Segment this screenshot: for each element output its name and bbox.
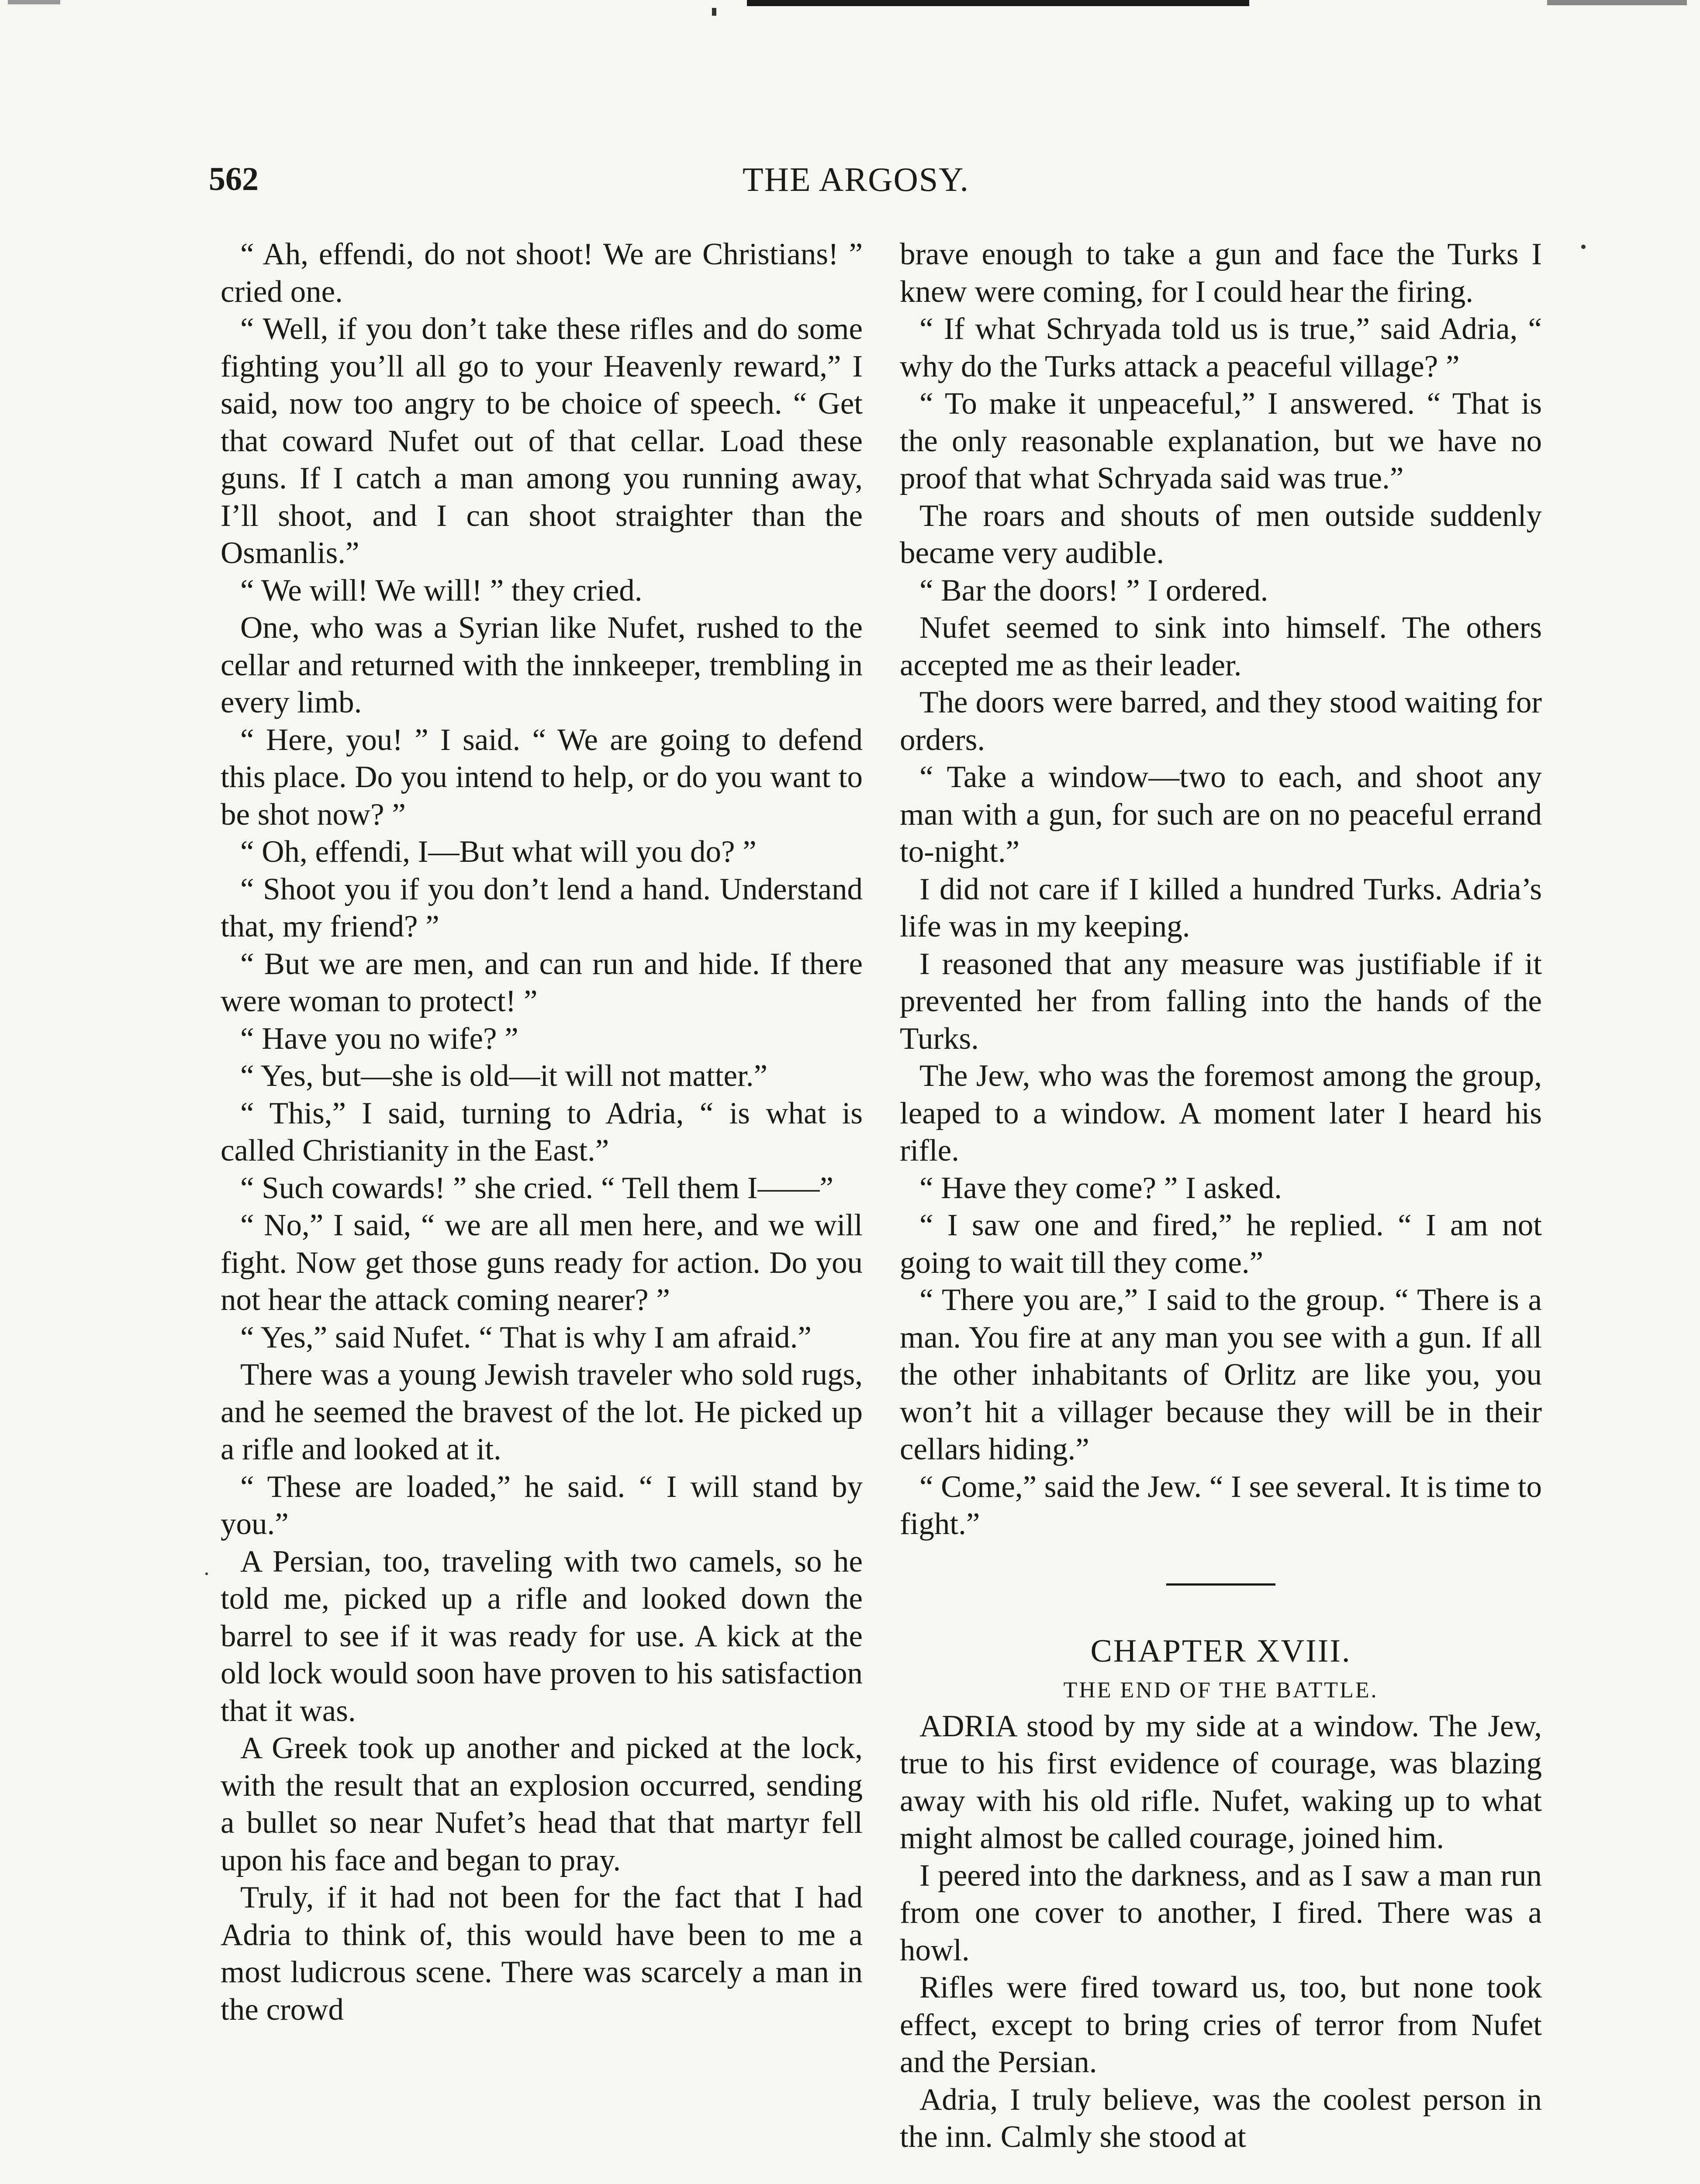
paragraph: “ Well, if you don’t take these rifles and do some fighting you’ll all go to your Heavenly reward,” I said, now too angry to be choice of speech. “ Get that coward Nufet out of that cellar. Load these guns. If I catch a man among you running away, I’ll shoot, and I can shoot straighter than the Osmanlis.” <box>221 312 863 570</box>
paragraph: A Persian, too, traveling with two camels, so he told me, picked up a rifle and looked down the barrel to see if it was ready for use. A kick at the old lock would soon have proven to his satisfaction that it was. <box>221 1544 863 1728</box>
page-number: 562 <box>209 161 259 197</box>
paragraph: ADRIA stood by my side at a window. The Jew, true to his first evidence of courage, was blazing away with his old rifle. Nufet, waking up to what might almost be called courage, joined him. <box>900 1709 1542 1855</box>
paragraph: “ Oh, effendi, I—But what will you do? ” <box>240 835 757 869</box>
paragraph: “ But we are men, and can run and hide. If there were woman to protect! ” <box>221 947 863 1018</box>
paragraph: “ Yes,” said Nufet. “ That is why I am afraid.” <box>240 1320 812 1355</box>
paragraph: “ There you are,” I said to the group. “ There is a man. You fire at any man you see with a gun. If all the other inhabitants of Orlitz are like you, you won’t hit a villager because they will be in their cellars hiding.” <box>900 1283 1542 1466</box>
chapter-subtitle: THE END OF THE BATTLE. <box>1063 1677 1379 1703</box>
paragraph: “ Ah, effendi, do not shoot! We are Christians! ” cried one. <box>221 237 863 309</box>
paragraph: I did not care if I killed a hundred Turks. Adria’s life was in my keeping. <box>900 872 1542 943</box>
paragraph: “ To make it unpeaceful,” I answered. “ That is the only reasonable explanation, but we have no proof that what Schryada said was true.” <box>900 387 1542 495</box>
paragraph: “ Such cowards! ” she cried. “ Tell them I——” <box>240 1171 834 1205</box>
paragraph: “ This,” I said, turning to Adria, “ is what is called Christianity in the East.” <box>221 1096 863 1168</box>
paragraph: “ Have you no wife? ” <box>240 1021 518 1056</box>
paragraph: “ No,” I said, “ we are all men here, and we will fight. Now get those guns ready for action. Do you not hear the attack coming nearer? ” <box>221 1208 863 1317</box>
running-title: THE ARGOSY. <box>743 160 969 198</box>
paragraph: The Jew, who was the foremost among the group, leaped to a window. A moment later I heard his rifle. <box>900 1059 1542 1168</box>
paragraph: One, who was a Syrian like Nufet, rushed to the cellar and returned with the innkeeper, trembling in every limb. <box>221 611 863 719</box>
margin-speck <box>205 1572 208 1575</box>
paragraph: “ Shoot you if you don’t lend a hand. Understand that, my friend? ” <box>221 872 863 943</box>
margin-speck <box>1581 245 1586 249</box>
paragraph: “ Bar the doors! ” I ordered. <box>919 573 1268 608</box>
left-column <box>221 236 863 2028</box>
paragraph: Adria, I truly believe, was the coolest person in the inn. Calmly she stood at <box>900 2082 1542 2154</box>
top-border-line <box>747 0 1249 6</box>
paragraph: “ Take a window—two to each, and shoot any man with a gun, for such are on no peaceful errand to-night.” <box>900 760 1542 869</box>
section-divider <box>1166 1583 1275 1586</box>
paragraph: “ These are loaded,” he said. “ I will stand by you.” <box>221 1469 863 1541</box>
paragraph: “ We will! We will! ” they cried. <box>240 573 643 608</box>
scan-edge-mark-right <box>1547 0 1687 5</box>
scan-edge-mark-left <box>8 0 60 4</box>
chapter-title: CHAPTER XVIII. <box>1090 1633 1351 1669</box>
paragraph: “ Yes, but—she is old—it will not matter.” <box>240 1059 767 1093</box>
paragraph: The roars and shouts of men outside suddenly became very audible. <box>900 498 1542 570</box>
paragraph: “ Here, you! ” I said. “ We are going to defend this place. Do you intend to help, or do you want to be shot now? ” <box>221 722 863 832</box>
paragraph: “ Come,” said the Jew. “ I see several. It is time to fight.” <box>900 1469 1542 1541</box>
paragraph: Nufet seemed to sink into himself. The others accepted me as their leader. <box>900 611 1542 682</box>
right-column <box>900 236 1542 2156</box>
scan-speck <box>712 8 716 16</box>
paragraph: “ If what Schryada told us is true,” said Adria, “ why do the Turks attack a peaceful village? ” <box>900 312 1542 384</box>
paragraph: “ I saw one and fired,” he replied. “ I am not going to wait till they come.” <box>900 1208 1542 1280</box>
paragraph: There was a young Jewish traveler who sold rugs, and he seemed the bravest of the lot. He picked up a rifle and looked at it. <box>221 1358 863 1466</box>
paragraph: I peered into the darkness, and as I saw a man run from one cover to another, I fired. There was a howl. <box>900 1858 1542 1967</box>
paragraph: “ Have they come? ” I asked. <box>919 1171 1282 1205</box>
paragraph: A Greek took up another and picked at the lock, with the result that an explosion occurred, sending a bullet so near Nufet’s head that that martyr fell upon his face and began to pray. <box>221 1731 863 1877</box>
paragraph: I reasoned that any measure was justifiable if it prevented her from falling into the hands of the Turks. <box>900 947 1542 1056</box>
paragraph: Rifles were fired toward us, too, but none took effect, except to bring cries of terror from Nufet and the Persian. <box>900 1970 1542 2079</box>
paragraph: brave enough to take a gun and face the Turks I knew were coming, for I could hear the firing. <box>900 237 1542 309</box>
paragraph: The doors were barred, and they stood waiting for orders. <box>900 685 1542 757</box>
paragraph: Truly, if it had not been for the fact that I had Adria to think of, this would have been to me a most ludicrous scene. There was scarcely a man in the crowd <box>221 1880 863 2027</box>
